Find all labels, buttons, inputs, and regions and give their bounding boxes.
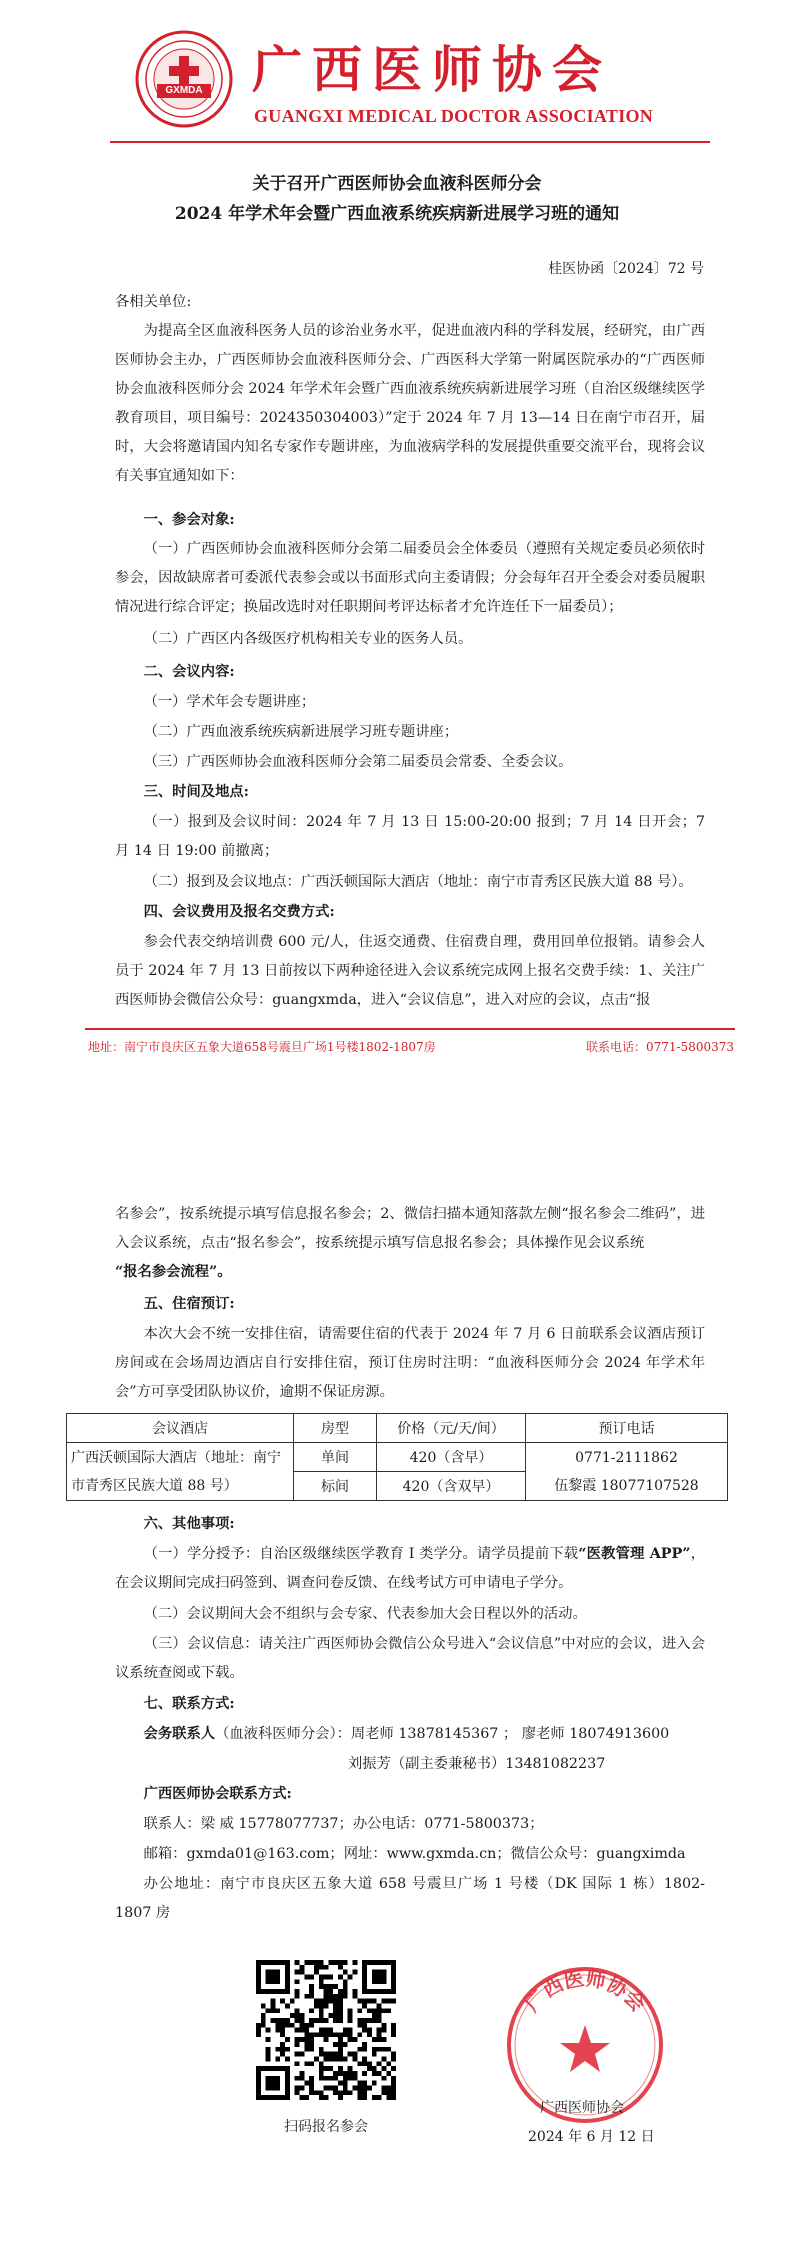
- footer-divider: [85, 1028, 735, 1030]
- section6-item1-b: ，在会议期间完成扫码签到、调查问卷反馈、在线考试方可申请电子学分。: [115, 1546, 706, 1591]
- qr-code-icon: [256, 1960, 396, 2100]
- hotel-name: 广西沃顿国际大酒店（地址：南宁市青秀区民族大道 88 号）: [67, 1443, 294, 1501]
- signature-date: 2024 年 6 月 12 日: [528, 2129, 655, 2145]
- hotel-table: [66, 1413, 728, 1501]
- section6-heading: 六、其他事项:: [143, 1516, 235, 1532]
- association-contact: 联系人：梁 威 15778077737；办公电话：0771-5800373；: [143, 1816, 544, 1832]
- intro-paragraph: 为提高全区血液科医务人员的诊治业务水平，促进血液内科的学科发展，经研究，由广西医师协会主办，广西医师协会血液科医师分会、广西医科大学第一附属医院承办的“广西医师协会血液科医师分会 2024 年学术年会暨广西血液系统疾病新进展学习班（自治区级继续医学教育项目，项目编号：2024350304003）”定于 2024 年 7 月 13—14 日在南宁市召开，届时，大会将邀请国内知名专家作专题讲座，为血液病学科的发展提供重要交流平台，现将会议有关事宜通知如下：: [115, 323, 705, 484]
- title-line2: 2024 年学术年会暨广西血液系统疾病新进展学习班的通知: [174, 204, 620, 224]
- section1-item1: （一）广西医师协会血液科医师分会第二届委员会全体委员（遵照有关规定委员必须依时参会，因故缺席者可委派代表参会或以书面形式向主委请假；分会每年召开全委会对委员履职情况进行综合评定；换届改选时对任职期间考评达标者才允许连任下一届委员）；: [115, 541, 705, 615]
- room-price: 420（含早）: [377, 1443, 526, 1472]
- section6-item1: [115, 1540, 705, 1598]
- svg-text:广西医师协会: [520, 1966, 651, 2016]
- section1-heading: 一、参会对象:: [143, 512, 235, 528]
- section6-item2: （二）会议期间大会不组织与会专家、代表参加大会日程以外的活动。: [143, 1606, 587, 1622]
- signature-org: 广西医师协会: [540, 2100, 624, 2116]
- footer-phone: 联系电话：0771-5800373: [585, 1040, 734, 1054]
- section3-item1: （一）报到及会议时间：2024 年 7 月 13 日 15:00-20:00 报到；7 月 14 日开会；7 月 14 日 19:00 前撤离；: [115, 814, 705, 859]
- booking-phone: [526, 1443, 728, 1501]
- logo-text: GXMDA: [165, 85, 203, 96]
- section7-heading: 七、联系方式:: [143, 1696, 235, 1712]
- contact-line1-text: （血液科医师分会）：周老师 13878145367 ； 廖老师 18074913600: [215, 1726, 670, 1742]
- section4-heading: 四、会议费用及报名交费方式:: [143, 904, 335, 920]
- salutation: 各相关单位:: [115, 294, 192, 310]
- seal-text: 广西医师协会: [519, 1966, 651, 2017]
- association-logo-icon: [135, 30, 233, 128]
- section4-paragraph-part1: 参会代表交纳培训费 600 元/人，住返交通费、住宿费自理，费用回单位报销。请参会人员于 2024 年 7 月 13 日前按以下两种途径进入会议系统完成网上报名交费手续：1、关注广西医师协会微信公众号：guangxmda，进入“会议信息”，进入对应的会议，点击“报: [115, 934, 705, 1008]
- booking-phone-1: 0771-2111862: [575, 1449, 678, 1466]
- qr-caption: 扫码报名参会: [284, 2119, 368, 2135]
- section3-heading: 三、时间及地点:: [143, 784, 249, 800]
- section4-part2-text: 名参会”，按系统提示填写信息报名参会；2、微信扫描本通知落款左侧“报名参会二维码”，进入会议系统，点击“报名参会”，按系统提示填写信息报名参会；具体操作见会议系统: [115, 1206, 705, 1251]
- contact-label: 会务联系人: [143, 1726, 216, 1742]
- header-divider: [110, 141, 710, 143]
- app-name: “医教管理 APP”: [578, 1546, 691, 1562]
- section2-item1: （一）学术年会专题讲座；: [143, 694, 316, 710]
- table-header-row: [67, 1414, 728, 1443]
- room-price: 420（含双早）: [377, 1472, 526, 1501]
- header-price: 价格（元/天/间）: [377, 1414, 526, 1443]
- doc-number: 桂医协函〔2024〕72 号: [548, 261, 704, 277]
- footer-address: 地址：南宁市良庆区五象大道658号震旦广场1号楼1802-1807房: [88, 1040, 436, 1054]
- association-address: 办公地址：南宁市良庆区五象大道 658 号震旦广场 1 号楼（DK 国际 1 栋）1802-1807 房: [115, 1876, 705, 1921]
- section5-heading: 五、住宿预订:: [143, 1296, 235, 1312]
- registration-qr-code[interactable]: [256, 1960, 396, 2100]
- booking-phone-2: 伍黎霞 18077107528: [554, 1477, 699, 1494]
- contact-line1: [115, 1720, 705, 1749]
- org-name-en: GUANGXI MEDICAL DOCTOR ASSOCIATION: [254, 106, 654, 126]
- header-hotel: 会议酒店: [67, 1414, 294, 1443]
- contact-line2: 刘振芳（副主委兼秘书）13481082237: [348, 1756, 606, 1772]
- header-room: 房型: [294, 1414, 377, 1443]
- section2-heading: 二、会议内容:: [143, 664, 235, 680]
- section1-item2: （二）广西区内各级医疗机构相关专业的医务人员。: [143, 631, 473, 647]
- section5-paragraph: 本次大会不统一安排住宿，请需要住宿的代表于 2024 年 7 月 6 日前联系会议酒店预订房间或在会场周边酒店自行安排住宿，预订住房时注明：“血液科医师分会 2024 年学术年会”方可享受团队协议价，逾期不保证房源。: [115, 1326, 705, 1400]
- association-email: 邮箱：gxmda01@163.com；网址：www.gxmda.cn；微信公众号：guangximda: [143, 1846, 686, 1862]
- org-name-cn: 广西医师协会: [252, 40, 612, 99]
- section2-item3: （三）广西医师协会血液科医师分会第二届委员会常委、全委会议。: [143, 754, 573, 770]
- table-row: [67, 1443, 728, 1472]
- title-line1: 关于召开广西医师协会血液科医师分会: [252, 174, 542, 194]
- header-logo: [135, 30, 233, 128]
- association-contact-heading: 广西医师协会联系方式:: [143, 1786, 292, 1802]
- registration-flow: “报名参会流程”。: [115, 1264, 232, 1280]
- section6-item3: （三）会议信息：请关注广西医师协会微信公众号进入“会议信息”中对应的会议，进入会议系统查阅或下载。: [115, 1636, 705, 1681]
- section3-item2: （二）报到及会议地点：广西沃顿国际大酒店（地址：南宁市青秀区民族大道 88 号）。: [143, 874, 693, 890]
- room-type: 单间: [294, 1443, 377, 1472]
- section4-paragraph-part2: [115, 1200, 705, 1287]
- room-type: 标间: [294, 1472, 377, 1501]
- section6-item1-a: （一）学分授予：自治区级继续医学教育 I 类学分。请学员提前下载: [143, 1546, 579, 1562]
- header-phone: 预订电话: [526, 1414, 728, 1443]
- section2-item2: （二）广西血液系统疾病新进展学习班专题讲座；: [143, 724, 459, 740]
